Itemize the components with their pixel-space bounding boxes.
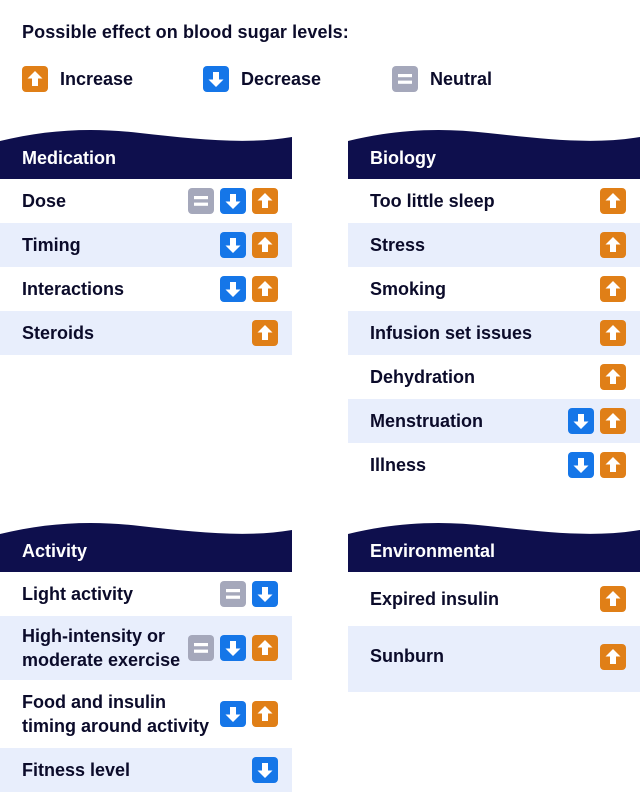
arrow-down-icon <box>252 581 278 607</box>
arrow-up-icon <box>252 276 278 302</box>
effect-icons <box>220 581 278 607</box>
list-item <box>348 311 640 355</box>
effect-icons <box>568 408 626 434</box>
factor-label: Steroids <box>22 323 95 343</box>
equals-icon <box>188 635 214 661</box>
equals-icon <box>188 188 214 214</box>
legend-decrease <box>203 66 321 92</box>
legend-neutral-label: Neutral <box>430 68 493 89</box>
arrow-up-icon <box>600 408 626 434</box>
effect-icons <box>600 276 626 302</box>
arrow-up-icon <box>252 635 278 661</box>
equals-icon <box>392 66 418 92</box>
arrow-up-icon <box>600 232 626 258</box>
panel-header <box>0 127 292 179</box>
factor-label: High-intensity or moderate exercise <box>22 626 181 670</box>
factor-label: Fitness level <box>22 760 131 780</box>
effect-icons <box>600 232 626 258</box>
arrow-up-icon <box>600 320 626 346</box>
effect-icons <box>220 276 278 302</box>
legend-neutral <box>392 66 492 92</box>
panel-activity <box>0 520 292 792</box>
panel-title: Medication <box>22 148 117 168</box>
panel-header <box>0 520 292 572</box>
list-item <box>348 572 640 626</box>
effect-icons <box>252 320 278 346</box>
effect-icons <box>188 188 278 214</box>
factor-label: Expired insulin <box>370 589 500 609</box>
legend-increase-label: Increase <box>60 68 134 89</box>
list-item <box>348 626 640 692</box>
list-item <box>348 179 640 223</box>
arrow-up-icon <box>252 320 278 346</box>
legend-increase <box>22 66 133 92</box>
list-item <box>0 616 292 680</box>
arrow-down-icon <box>220 232 246 258</box>
factor-label: Food and insulin timing around activity <box>22 692 210 736</box>
equals-icon <box>220 581 246 607</box>
list-item <box>348 399 640 443</box>
factor-label: Light activity <box>22 584 134 604</box>
list-item <box>348 267 640 311</box>
arrow-down-icon <box>220 276 246 302</box>
factor-label: Infusion set issues <box>370 323 533 343</box>
legend-decrease-label: Decrease <box>241 68 322 89</box>
arrow-down-icon <box>568 452 594 478</box>
effect-icons <box>600 586 626 612</box>
panel-title: Activity <box>22 541 88 561</box>
arrow-up-icon <box>252 701 278 727</box>
arrow-up-icon <box>252 232 278 258</box>
list-item <box>0 223 292 267</box>
page-title: Possible effect on blood sugar levels: <box>22 22 349 42</box>
list-item <box>348 443 640 487</box>
effect-icons <box>188 635 278 661</box>
arrow-up-icon <box>600 364 626 390</box>
list-item <box>0 572 292 616</box>
list-item <box>0 748 292 792</box>
factor-label: Stress <box>370 235 426 255</box>
arrow-up-icon <box>600 644 626 670</box>
arrow-up-icon <box>600 188 626 214</box>
arrow-up-icon <box>22 66 48 92</box>
factor-label: Menstruation <box>370 411 484 431</box>
panel-environmental <box>348 520 640 692</box>
effect-icons <box>220 232 278 258</box>
arrow-down-icon <box>568 408 594 434</box>
list-item <box>348 355 640 399</box>
arrow-down-icon <box>220 701 246 727</box>
factor-label: Illness <box>370 455 427 475</box>
list-item <box>348 223 640 267</box>
factor-label: Sunburn <box>370 646 444 666</box>
panel-medication <box>0 127 292 355</box>
list-item <box>0 179 292 223</box>
effect-icons <box>600 364 626 390</box>
panel-header <box>348 127 640 179</box>
arrow-up-icon <box>600 586 626 612</box>
list-item <box>0 267 292 311</box>
arrow-down-icon <box>220 188 246 214</box>
effect-icons <box>568 452 626 478</box>
arrow-up-icon <box>600 276 626 302</box>
factor-label: Smoking <box>370 279 447 299</box>
effect-icons <box>220 701 278 727</box>
list-item <box>0 311 292 355</box>
effect-icons <box>600 320 626 346</box>
factor-label: Interactions <box>22 279 125 299</box>
panel-title: Biology <box>370 148 436 168</box>
arrow-down-icon <box>220 635 246 661</box>
arrow-down-icon <box>252 757 278 783</box>
factor-label: Too little sleep <box>370 191 495 211</box>
panel-biology <box>348 127 640 487</box>
factor-label: Dehydration <box>370 367 476 387</box>
list-item <box>0 680 292 748</box>
arrow-down-icon <box>203 66 229 92</box>
panel-header <box>348 520 640 572</box>
panel-title: Environmental <box>370 541 496 561</box>
factor-label: Dose <box>22 191 67 211</box>
effect-icons <box>252 757 278 783</box>
effect-icons <box>600 188 626 214</box>
effect-icons <box>600 644 626 670</box>
arrow-up-icon <box>252 188 278 214</box>
factor-label: Timing <box>22 235 81 255</box>
arrow-up-icon <box>600 452 626 478</box>
